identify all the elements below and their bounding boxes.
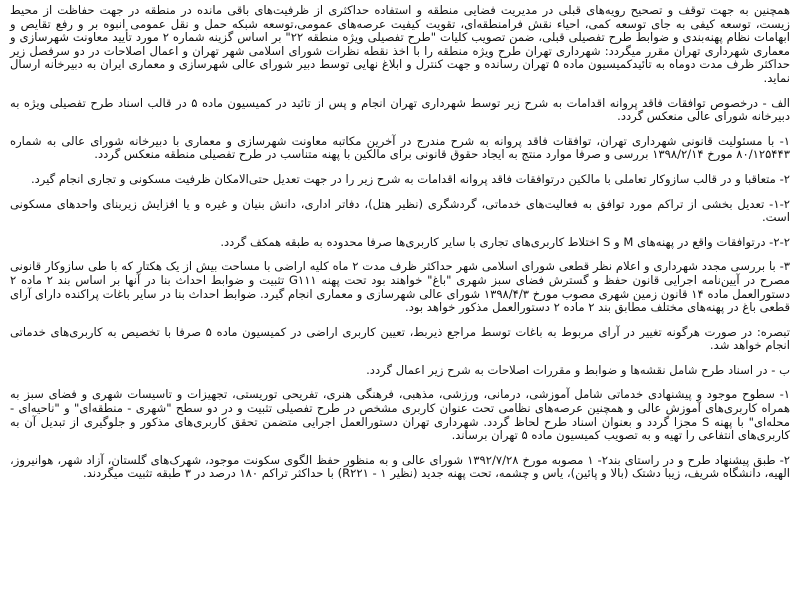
paragraph-be-item-1: ۱- سطوح موجود و پیشنهادی خدماتی شامل آموزشی، درمانی، ورزشی، مذهبی، فرهنگی هنری، تفریحی توریستی، تجهیزات و تاسیسات شهری و فضای سبز به همراه کاربری‌های آموزش عالی و همچنین عرصه‌های نظامی تحت عنوان کاربری مشخص در طرح تفصیلی تثبیت و در دو سطح "شهری - منطقه‌ای" و "ناحیه‌ای - محله‌ای" با پهنه S مجزا گردد و بعنوان اسناد طرح لحاظ گردد. شهرداری تهران دستورالعمل اجرایی متضمن تحقق کاربری‌های مذکور و جلوگیری از تبدیل آن به کاربری‌های انتفاعی را تهیه و به تصویب کمیسیون ماده ۵ تهران برساند. (10, 387, 790, 443)
paragraph-item-2-2: ۲-۲- درتوافقات واقع در پهنه‌های M و S اختلاط کاربری‌های تجاری با سایر کاربری‌ها صرفا محدوده به طبقه همکف گردد. (220, 234, 790, 249)
paragraph-item-2: ۲- متعاقبا و در قالب سازوکار تعاملی با مالکین درتوافقات فاقد پروانه اقدامات به شرح زیر را در جهت تعدیل حتی‌الامکان ظرفیت مسکونی و تجاری انجام گیرد. (30, 171, 790, 186)
paragraph-intro: همچنین به جهت توقف و تصحیح رویه‌های قبلی در مدیریت فضایی منطقه و استفاده حداکثری از ظرفیت‌های باقی مانده در منطقه در جهت حفاظت از محیط زیست، توسعه کیفی به جای توسعه کمی، احیاء نقش فرامنطقه‌ای، تقویت کیفیت عرصه‌های عمومی،توسعه شبکه حمل و نقل عمومی انبوه بر و رفع تقایص و ابهامات نظام پهنه‌بندی و ضوابط طرح تفصیلی قبلی، ضمن تصویب کلیات "طرح تفصیلی ویژه منطقه ۲۲" بر اساس گزینه شماره ۲ مورد تأیید معاونت شهرسازی و معماری شهرداری تهران مقرر میگردد: شهرداری تهران طرح ویژه منطقه را با اخذ نقطه نظرات شورای اسلامی شهر تهران و اعمال اصلاحات در دو سرفصل زیر حداکثر ظرف مدت دوماه به تائیدکمیسیون ماده ۵ تهران رسانده و جهت کنترل و ابلاغ نهایی توسط دبیر شورای عالی شهرسازی و معماری ایران به دبیرخانه ارسال نماید. (10, 3, 790, 85)
paragraph-be-item-2: ۲- طبق پیشنهاد طرح و در راستای بند۲- ۱ مصوبه مورخ ۱۳۹۲/۷/۲۸ شورای عالی و به منظور حفظ الگوی سکونت موجود، شهرک‌های گلستان، آزاد شهر، هوانیروز، الهیه، دانشگاه شریف، زیبا دشتک (بالا و پائین)، یاس و چشمه، تحت پهنه جدید (نظیر R۲۲۱ - ۱) با حداکثر تراکم ۱۸۰ درصد در ۳ طبقه تثبیت میگردند. (10, 452, 791, 481)
paragraph-item-2-1: ۱-۲- تعدیل بخشی از تراکم مورد توافق به فعالیت‌های خدماتی، گردشگری (نظیر هتل)، دفاتر اداری، دانش بنیان و غیره و یا افزایش زیربنای واحدهای مسکونی است. (10, 196, 790, 225)
paragraph-section-alef: الف - درخصوص توافقات فاقد پروانه اقدامات به شرح زیر توسط شهرداری تهران انجام و پس از تائید در کمیسیون ماده ۵ در قالب اسناد طرح تفصیلی ویژه به دبیرخانه شورای عالی منعکس گردد. (10, 95, 790, 124)
paragraph-item-1: ۱- با مسئولیت قانونی شهرداری تهران، توافقات فاقد پروانه به شرح مندرج در آخرین مکاتبه معاونت شهرسازی و معماری با دبیرخانه شورای عالی به شماره ۸۰/۱۲۵۴۴۳ مورخ ۱۳۹۸/۲/۱۴ بررسی و صرفا موارد منتج به ایجاد حقوق قانونی برای مالکین با پهنه متناسب در طرح تفصیلی منطقه منعکس گردد. (10, 133, 790, 162)
paragraph-item-3: ۳- با بررسی مجدد شهرداری و اعلام نظر قطعی شورای اسلامی شهر حداکثر ظرف مدت ۲ ماه کلیه اراضی با مساحت بیش از یک هکتار که با طی سازوکار قانونی مصرح در آیین‌نامه اجرایی قانون حفظ و گسترش فضای سبز شهری "باغ" خواهند بود تحت پهنه G۱۱۱ تثبیت و ضوابط احداث بنا در آنها بر اساس بند ۲ ماده ۲ دستورالعمل ماده ۱۴ قانون زمین شهری مصوب مورخ ۱۳۹۸/۴/۳ شورای عالی شهرسازی و معماری انجام گیرد. ضوابط احداث بنا در سایر باغات پراکنده دارای آرای قطعی باغ در پهنه‌های مختلف مطابق بند ۲ ماده ۲ دستورالعمل مذکور خواهد بود. (10, 259, 790, 315)
paragraph-note: تبصره: در صورت هرگونه تغییر در آرای مربوط به باغات توسط مراجع ذیربط، تعیین کاربری اراضی در کمیسیون ماده ۵ صرفا با تخصیص به کاربری‌های خدماتی انجام خواهد شد. (10, 324, 790, 353)
paragraph-section-be: ب - در اسناد طرح شامل نقشه‌ها و ضوابط و مقررات اصلاحات به شرح زیر اعمال گردد. (366, 362, 790, 377)
